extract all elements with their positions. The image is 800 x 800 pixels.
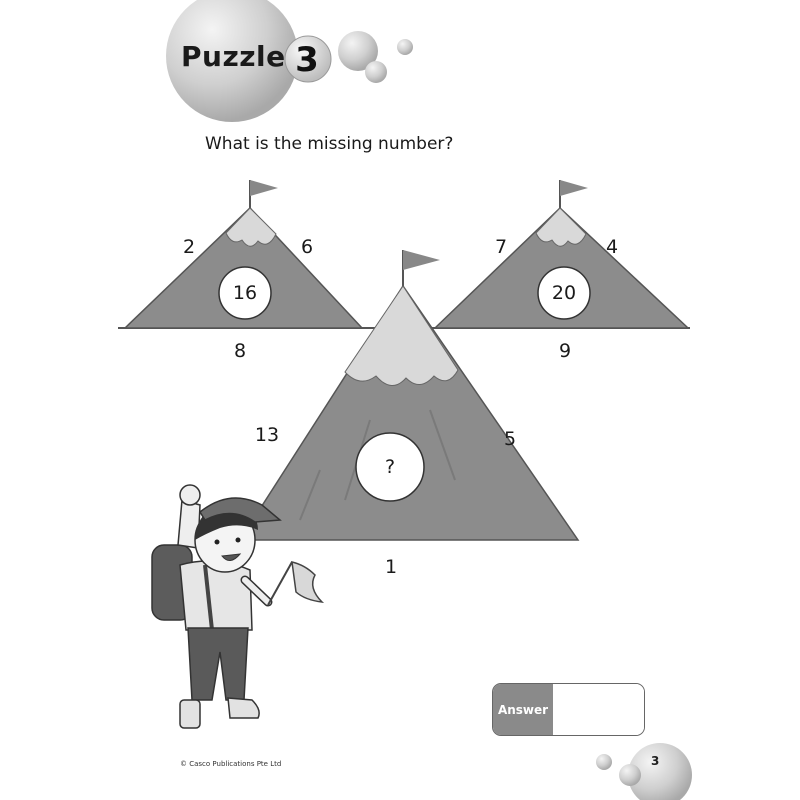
right-mountain-left-value: 7 bbox=[494, 236, 508, 258]
page-number: 3 bbox=[651, 754, 660, 768]
answer-label: Answer bbox=[493, 684, 553, 735]
answer-box bbox=[492, 683, 645, 736]
copyright-text: © Casco Publications Pte Ltd bbox=[180, 760, 282, 768]
small-bubble bbox=[397, 39, 413, 55]
answer-input[interactable] bbox=[553, 684, 644, 735]
center-mountain-missing-value: ? bbox=[384, 456, 396, 478]
right-mountain-bottom-value: 9 bbox=[558, 340, 572, 362]
right-mountain-center-value: 20 bbox=[551, 282, 577, 304]
center-mountain-bottom-value: 1 bbox=[384, 556, 398, 578]
left-mountain-center-value: 16 bbox=[232, 282, 258, 304]
right-mountain bbox=[435, 180, 688, 328]
question-text: What is the missing number? bbox=[205, 134, 454, 154]
right-mountain-right-value: 4 bbox=[605, 236, 619, 258]
center-mountain-right-value: 5 bbox=[503, 428, 517, 450]
left-mountain-left-value: 2 bbox=[182, 236, 196, 258]
footer-bubbles bbox=[596, 743, 692, 800]
puzzle-number: 3 bbox=[295, 40, 319, 80]
small-bubble bbox=[365, 61, 387, 83]
center-mountain-left-value: 13 bbox=[254, 424, 280, 446]
puzzle-title: Puzzle bbox=[181, 40, 286, 73]
left-mountain-right-value: 6 bbox=[300, 236, 314, 258]
left-mountain-bottom-value: 8 bbox=[233, 340, 247, 362]
